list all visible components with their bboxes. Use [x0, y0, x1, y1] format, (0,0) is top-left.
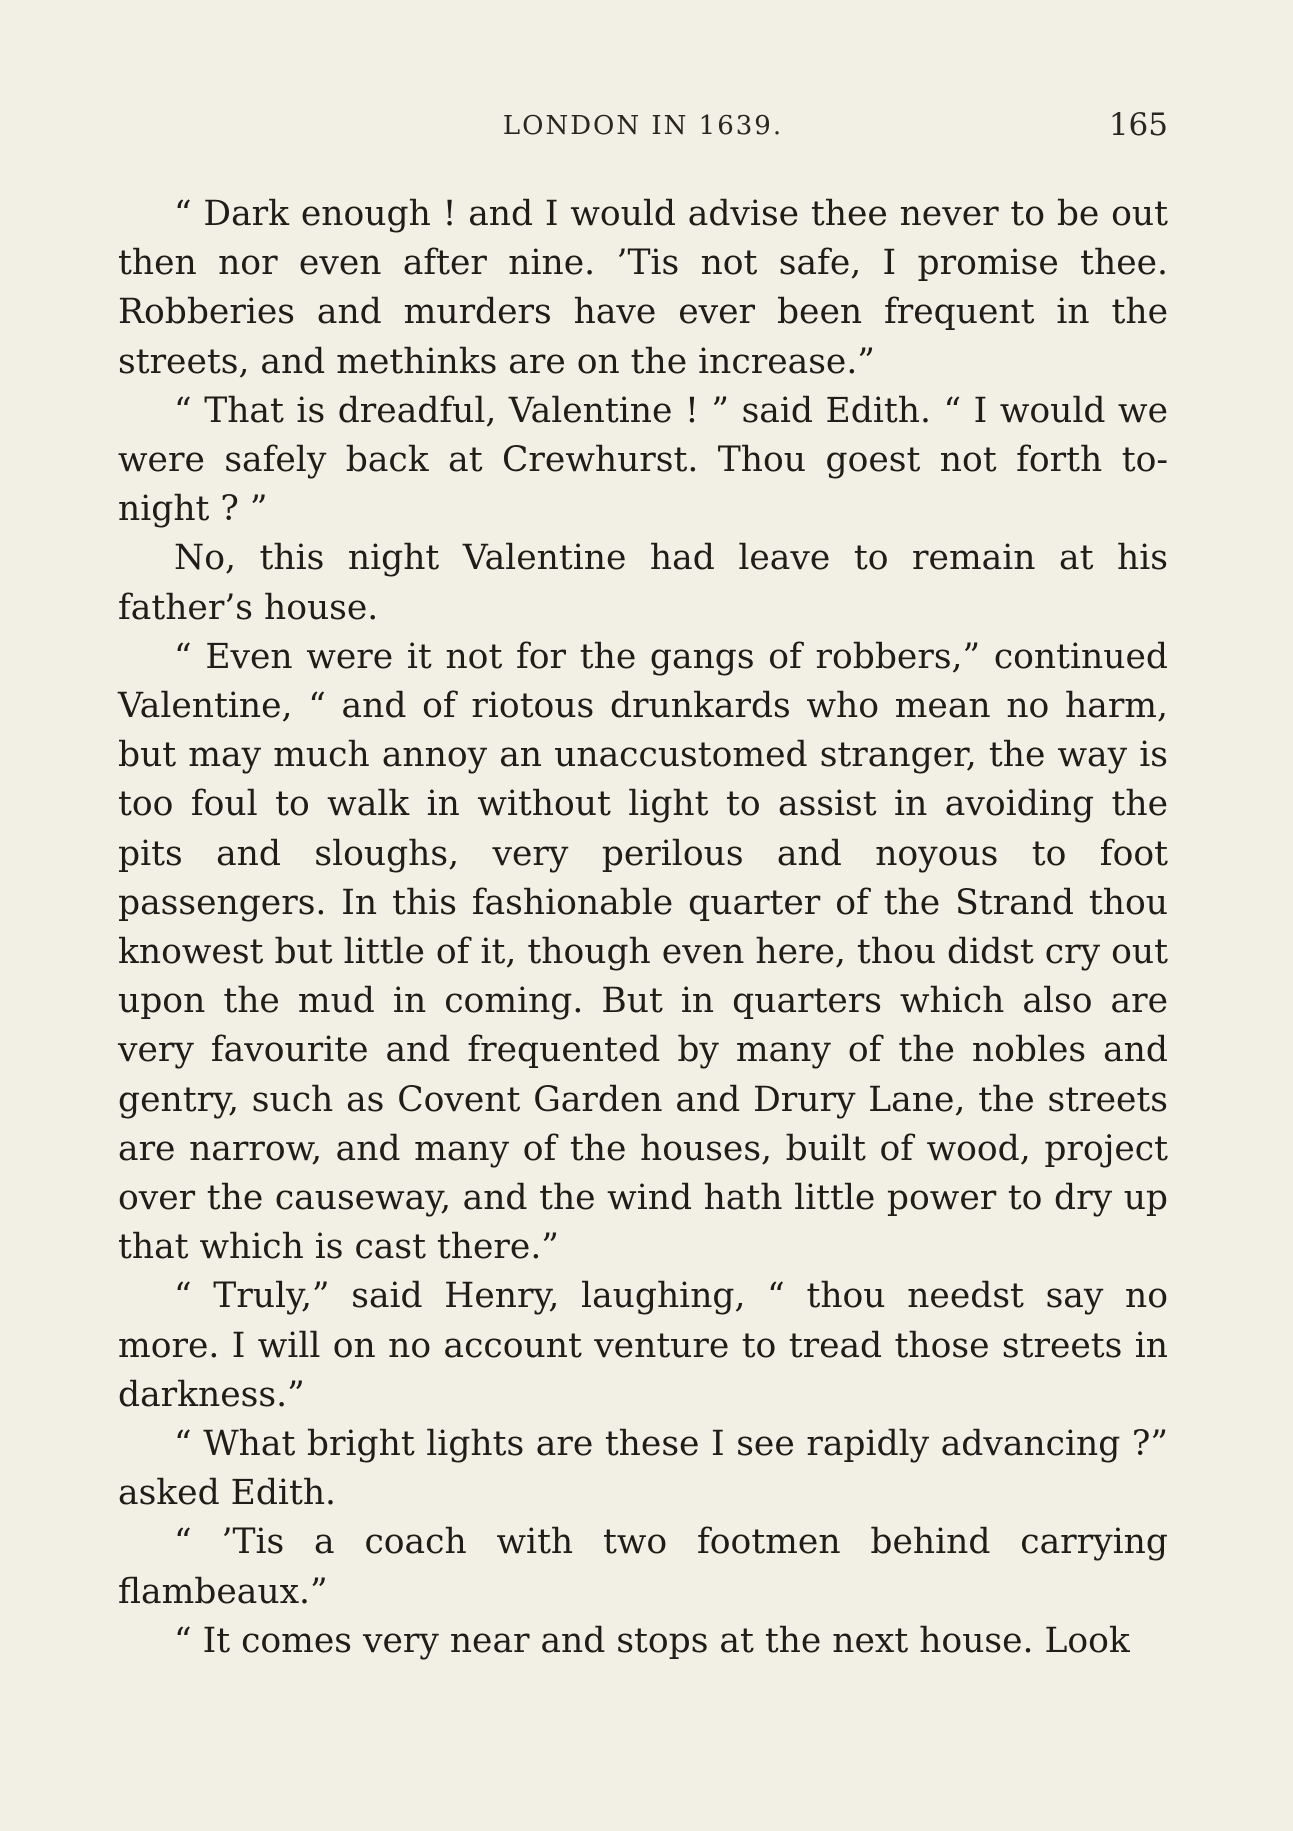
page-number: 165: [1108, 107, 1168, 143]
body-text: [118, 190, 1168, 1666]
paragraph: “ Dark enough ! and I would advise thee never to be out then nor even after nine. ’Tis not safe, I promise thee. Robberies and murders have ever been frequent in the streets, and methinks are on the increase.”: [118, 194, 1168, 382]
paragraph: “ Truly,” said Henry, laughing, “ thou needst say no more. I will on no account venture to tread those streets in darkness.”: [118, 1276, 1168, 1415]
paragraph: “ That is dreadful, Valentine ! ” said Edith. “ I would we were safely back at Crewhurst. Thou goest not forth to-night ? ”: [118, 390, 1168, 530]
paragraph: “ Even were it not for the gangs of robbers,” continued Valentine, “ and of riotous drunkards who mean no harm, but may much annoy an unaccustomed stranger, the way is too foul to walk in without light to assist in avoiding the pits and sloughs, very perilous and noyous to foot passengers. In this fashionable quarter of the Strand thou knowest but little of it, though even here, thou didst cry out upon the mud in coming. But in quarters which also are very favourite and frequented by many of the nobles and gentry, such as Covent Garden and Drury Lane, the streets are narrow, and many of the houses, built of wood, project over the causeway, and the wind hath little power to dry up that which is cast there.”: [118, 636, 1168, 1268]
paragraph: “ It comes very near and stops at the next house. Look: [174, 1620, 1130, 1661]
running-title: LONDON IN 1639.: [502, 111, 784, 141]
paragraph: “ ’Tis a coach with two footmen behind carrying flambeaux.”: [118, 1522, 1168, 1612]
paragraph: “ What bright lights are these I see rapidly advancing ?” asked Edith.: [118, 1424, 1168, 1514]
running-head: [118, 105, 1168, 145]
paragraph: No, this night Valentine had leave to remain at his father’s house.: [118, 538, 1168, 628]
